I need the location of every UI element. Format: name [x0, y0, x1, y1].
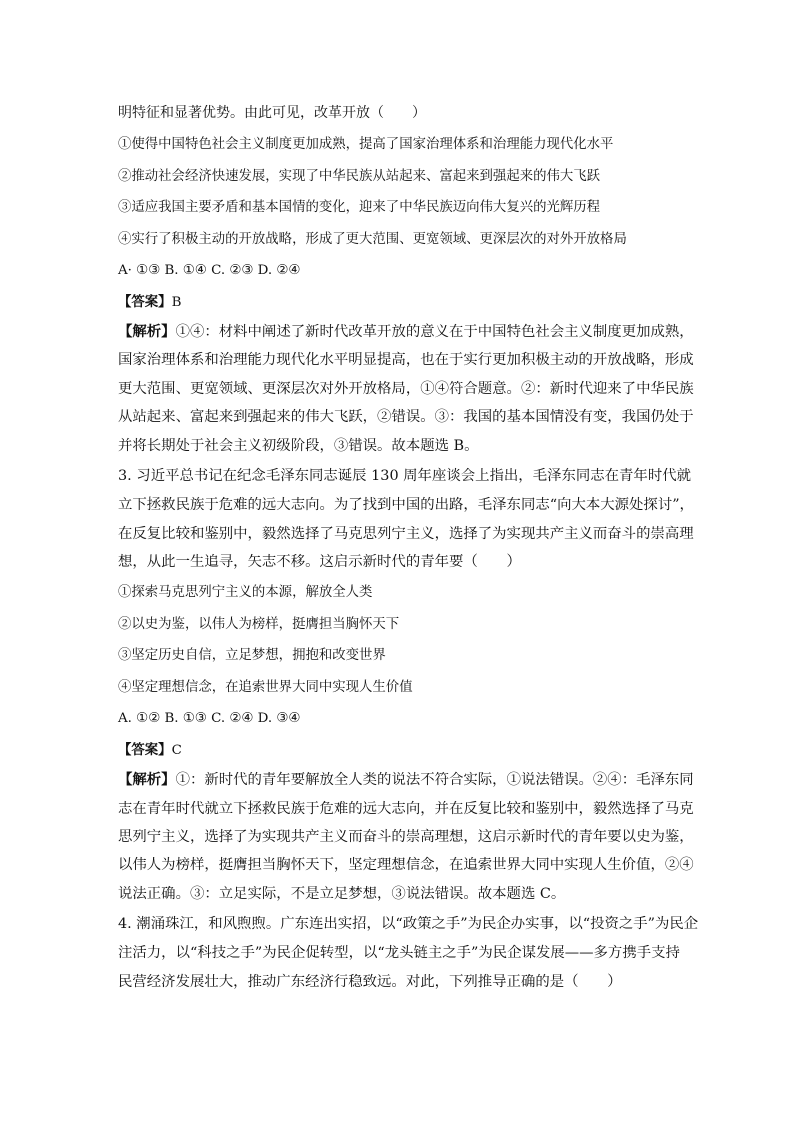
analysis-line: 国家治理体系和治理能力现代化水平明显提高，也在于实行更加积极主动的开放战略，形成: [118, 352, 694, 369]
stem-line: 立下拯救民族于危难的远大志向。为了找到中国的出路，毛泽东同志“向大本大源处探讨”，: [118, 496, 694, 513]
stem-line: 注活力，以“科技之手”为民企促转型，以“龙头链主之手”为民企谋发展——多方携手支持: [118, 945, 680, 962]
analysis-label: 【解析】: [118, 323, 176, 340]
analysis-line: 说法正确。③：立足实际，不是立足梦想，③说法错误。故本题选 C。: [118, 885, 566, 902]
question-3-choices: A. ①② B. ①③ C. ②④ D. ③④: [118, 711, 301, 727]
analysis-label: 【解析】: [118, 771, 176, 789]
question-3-option-4: ④坚定理想信念，在追索世界大同中实现人生价值: [118, 679, 413, 695]
question-2-option-2: ②推动社会经济快速发展，实现了中华民族从站起来、富起来到强起来的伟大飞跃: [118, 168, 601, 184]
analysis-line: 【解析】①：新时代的青年要解放全人类的说法不符合实际，①说法错误。②④：毛泽东同: [118, 771, 694, 789]
question-content: [118, 98, 699, 997]
question-3-analysis: [118, 766, 694, 908]
question-2: [118, 98, 694, 460]
question-2-analysis: [118, 318, 694, 460]
analysis-line: 思列宁主义，选择了为实现共产主义而奋斗的崇高理想，这启示新时代的青年要以史为鉴，: [118, 829, 694, 846]
question-2-choices: A· ①③ B. ①④ C. ②③ D. ②④: [118, 263, 301, 278]
question-2-option-1: ①使得中国特色社会主义制度更加成熟，提高了国家治理体系和治理能力现代化水平: [118, 137, 614, 152]
question-3-answer: [118, 735, 688, 767]
analysis-line: 从站起来、富起来到强起来的伟大飞跃，②错误。③：我国的基本国情没有变，我国仍处于: [118, 409, 694, 426]
question-3-stem: [118, 462, 694, 577]
answer-value: C: [171, 742, 182, 758]
question-4-stem: [118, 910, 699, 996]
question-3-option-3: ③坚定历史自信，立足梦想，拥抱和改变世界: [118, 648, 386, 664]
question-2-answer: [118, 287, 688, 319]
answer-value: B: [171, 294, 182, 310]
analysis-line: 更大范围、更宽领域、更深层次对外开放格局，①④符合题意。②：新时代迎来了中华民族: [118, 380, 694, 397]
stem-line: 民营经济发展壮大，推动广东经济行稳致远。对此，下列推导正确的是（ ）: [118, 973, 622, 990]
answer-label: 【答案】: [118, 293, 172, 310]
analysis-line: 并将长期处于社会主义初级阶段，③错误。故本题选 B。: [118, 437, 479, 454]
analysis-line: 以伟人为榜样，挺膺担当胸怀天下，坚定理想信念，在追索世界大同中实现人生价值，②④: [118, 857, 694, 874]
answer-label: 【答案】: [118, 741, 172, 758]
stem-line: 想，从此一生追寻，矢志不移。这启示新时代的青年要（ ）: [118, 554, 521, 571]
question-3-option-2: ②以史为鉴，以伟人为榜样，挺膺担当胸怀天下: [118, 616, 400, 632]
question-2-stem-tail: 明特征和显著优势。由此可见，改革开放（ ）: [118, 105, 426, 121]
stem-line: 3. 习近平总书记在纪念毛泽东同志诞辰 130 周年座谈会上指出，毛泽东同志在青年时代就: [118, 468, 691, 485]
analysis-line: 【解析】①④：材料中阐述了新时代改革开放的意义在于中国特色社会主义制度更加成熟，: [118, 323, 694, 340]
question-4: [118, 910, 699, 996]
analysis-line: 志在青年时代就立下拯救民族于危难的远大志向，并在反复比较和鉴别中，毅然选择了马克: [118, 800, 694, 817]
stem-line: 4. 潮涌珠江，和风煦煦。广东连出实招，以“政策之手”为民企办实事，以“投资之手”为民企: [118, 916, 699, 933]
question-3-option-1: ①探索马克思列宁主义的本源，解放全人类: [118, 585, 373, 601]
stem-line: 在反复比较和鉴别中，毅然选择了马克思列宁主义，选择了为实现共产主义而奋斗的崇高理: [118, 525, 694, 542]
question-2-option-3: ③适应我国主要矛盾和基本国情的变化，迎来了中华民族迈向伟大复兴的光辉历程: [118, 200, 601, 215]
question-3: [118, 462, 694, 908]
question-2-option-4: ④实行了积极主动的开放战略，形成了更大范围、更宽领域、更深层次的对外开放格局: [118, 231, 627, 247]
